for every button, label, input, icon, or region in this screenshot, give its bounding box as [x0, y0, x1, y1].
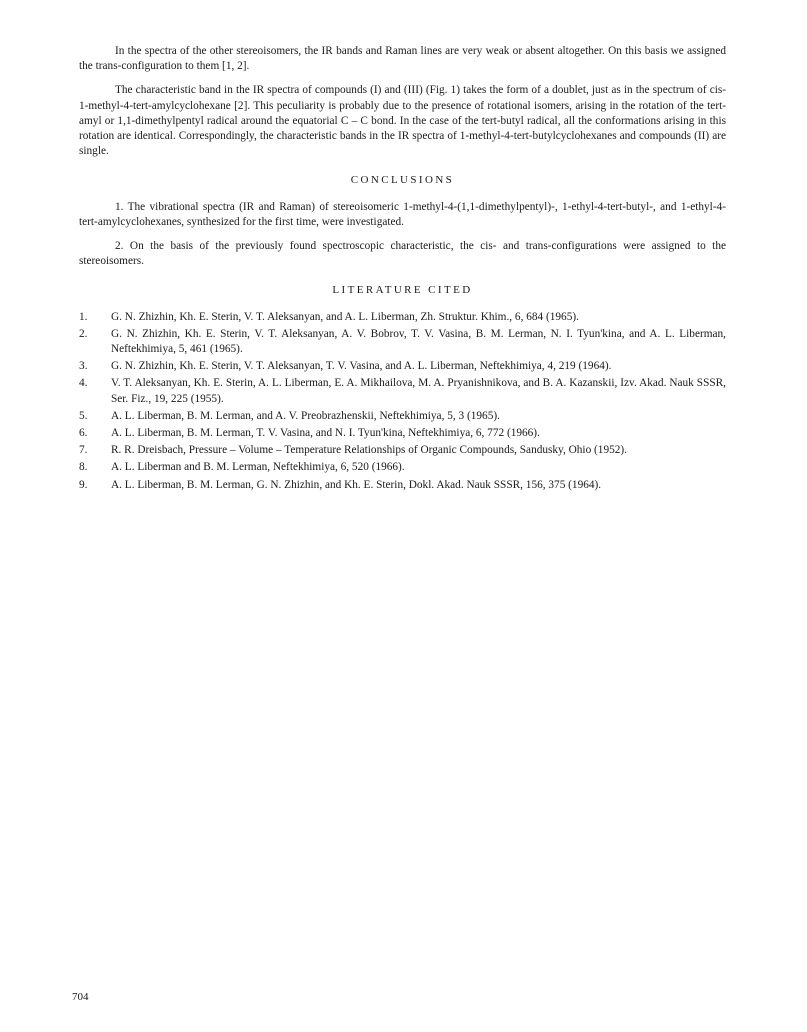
- reference-list: [79, 310, 726, 493]
- reference-text: A. L. Liberman, B. M. Lerman, and A. V. Preobrazhenskii, Neftekhimiya, 5, 3 (1965).: [111, 409, 500, 422]
- page-body: [79, 44, 726, 495]
- reference-text: G. N. Zhizhin, Kh. E. Sterin, V. T. Aleksanyan, and A. L. Liberman, Zh. Struktur. Khim., 6, 684 (1965).: [111, 310, 579, 323]
- reference-number: 9.: [79, 478, 88, 491]
- conclusion-item-1: 1. The vibrational spectra (IR and Raman) of stereoisomeric 1-methyl-4-(1,1-dimethylpentyl)-, 1-ethyl-4-tert-butyl-, and 1-ethyl-4-tert-amylcyclohexanes, synthesized for the first time, were investigated.: [79, 200, 726, 228]
- reference-number: 6.: [79, 427, 88, 440]
- reference-item: [79, 443, 726, 458]
- reference-item: [79, 359, 726, 374]
- reference-number: 1.: [79, 310, 88, 323]
- reference-item: [79, 478, 726, 493]
- reference-text: R. R. Dreisbach, Pressure – Volume – Temperature Relationships of Organic Compounds, Sandusky, Ohio (1952).: [111, 444, 627, 457]
- reference-item: [79, 460, 726, 475]
- reference-number: 7.: [79, 444, 88, 457]
- reference-number: 5.: [79, 409, 88, 422]
- reference-number: 3.: [79, 360, 88, 373]
- conclusion-item-2: 2. On the basis of the previously found spectroscopic characteristic, the cis- and trans-configurations were assigned to the stereoisomers.: [79, 240, 726, 268]
- reference-text: G. N. Zhizhin, Kh. E. Sterin, V. T. Aleksanyan, T. V. Vasina, and A. L. Liberman, Neftekhimiya, 4, 219 (1964).: [111, 360, 612, 373]
- literature-heading: LITERATURE CITED: [332, 284, 473, 297]
- reference-text: A. L. Liberman and B. M. Lerman, Neftekhimiya, 6, 520 (1966).: [111, 461, 405, 474]
- reference-item: [79, 409, 726, 424]
- paragraph-stereoisomers: In the spectra of the other stereoisomers, the IR bands and Raman lines are very weak or absent altogether. On this basis we assigned the trans-configuration to them [1, 2].: [79, 45, 726, 73]
- reference-item: [79, 376, 726, 406]
- reference-text: A. L. Liberman, B. M. Lerman, T. V. Vasina, and N. I. Tyun'kina, Neftekhimiya, 6, 772 (1966).: [111, 427, 540, 440]
- paragraph-characteristic-band: The characteristic band in the IR spectra of compounds (I) and (III) (Fig. 1) takes the form of a doublet, just as in the spectrum of cis-1-methyl-4-tert-amylcyclohexane [2]. This peculiarity is probably due to the presence of rotational isomers, arising in the rotation of the tert-amyl or 1,1-dimethylpentyl radical around the equatorial C – C bond. In the case of the tert-butyl radical, all the conformations arising in this rotation are identical. Correspondingly, the characteristic bands in the IR spectra of 1-methyl-4-tert-butylcyclohexanes and compounds (II) are single.: [79, 84, 726, 158]
- reference-item: [79, 327, 726, 357]
- reference-number: 2.: [79, 327, 88, 340]
- reference-item: [79, 426, 726, 441]
- page-number: 704: [72, 991, 89, 1003]
- conclusions-heading: CONCLUSIONS: [350, 174, 455, 187]
- reference-number: 4.: [79, 377, 88, 390]
- reference-number: 8.: [79, 461, 88, 474]
- reference-item: [79, 310, 726, 325]
- reference-text: G. N. Zhizhin, Kh. E. Sterin, V. T. Aleksanyan, A. V. Bobrov, T. V. Vasina, B. M. Lerman, N. I. Tyun'kina, and A. L. Liberman, Neftekhimiya, 5, 461 (1965).: [111, 327, 726, 356]
- reference-text: A. L. Liberman, B. M. Lerman, G. N. Zhizhin, and Kh. E. Sterin, Dokl. Akad. Nauk SSSR, 156, 375 (1964).: [111, 478, 602, 491]
- reference-text: V. T. Aleksanyan, Kh. E. Sterin, A. L. Liberman, E. A. Mikhailova, M. A. Pryanishnikova, and B. A. Kazanskii, Izv. Akad. Nauk SSSR, Ser. Fiz., 19, 225 (1955).: [111, 377, 726, 405]
